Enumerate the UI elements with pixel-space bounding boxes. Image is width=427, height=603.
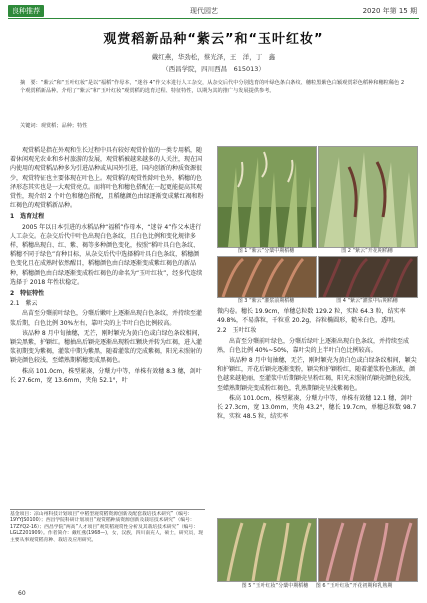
breeding-paragraph: 2005 年以日本引进的水稻品种“福稻”作母本，“迷谷 4”作父本进行人工杂交。在杂交后代中叶色出现白色条纹，且白色比例和变化规律多样，稻穗出现白、红、紫、褐等多种颜色变化，按照“稻叶具白色条纹、稻穗不同于绿色”育种目标，从杂交后代中选择稻叶具白色条纹，稻穗颜色变化且在成熟时依然醒目，稻穗颜色由白绿逐渐变成紫红褐色的新品种，稻穗颜色由白绿逐渐变成粉红褐色的命名为“玉叶红妆”，经多代连续选择于 2018 年性状稳定。 — [10, 223, 203, 286]
figure-2-photo — [318, 146, 418, 248]
figure-3-caption: 图 3 “紫云”灌浆前期稻穗 — [237, 298, 295, 304]
keywords: 关键词：观赏稻；品种；特性 — [20, 123, 88, 129]
figure-6-caption: 图 6 “玉叶红妆”开花初期和乳熟期 — [315, 583, 393, 589]
header-divider — [8, 18, 419, 19]
yuye-heading-paragraph: 该品种 8 月中旬抽穗，无芒，刚时颖壳为黄白色或白绿条纹相间，颖尖和护颖红，开花后颖壳逐渐变粉，颖尖和护颖粉红，随着灌浆粉色渐浓，颜色越来越艳丽，至灌浆中后期颖壳呈粉红褐，阳光未照射的颖壳颜色较浅，至蜡熟期颖壳变成粉红褐色，乳熟期颖壳呈浅紫褐色。 — [217, 357, 417, 392]
page-header — [0, 0, 427, 20]
figure-5-caption: 图 5 “玉叶红妆”分蘖中期稻穗 — [241, 583, 309, 589]
section-heading-1: 1 选育过程 — [10, 213, 45, 221]
figure-2-caption: 图 2 “紫云”开花期稻穗 — [341, 248, 393, 254]
ziyun-traits-paragraph: 株高 101.0cm，株型紧凑，分蘖力中等，单株有效穗 8.3 穗，剑叶长 27.6cm，宽 13.6mm，夹角 52.1°，叶 — [10, 367, 202, 384]
figure-5-6-caption — [217, 582, 417, 589]
subsection-heading-2-2: 2.2 玉叶红妆 — [217, 327, 257, 335]
figure-3-photo — [217, 256, 317, 298]
ziyun-leaf-paragraph: 出苗至分蘖前叶绿色，分蘖后嫩叶上逐渐出现白色条纹，并持续至灌浆后期，白色比例 30%左右，靠叶尖的上半叶白色比例较高。 — [10, 310, 203, 327]
figure-5-photo — [217, 518, 317, 582]
figure-6-photo — [318, 518, 418, 582]
figure-4-photo — [318, 256, 418, 298]
yuye-leaf-paragraph: 出苗至分蘖前叶绿色，分蘖后绿叶上逐渐出现白色条纹，并持续至成熟，白色比例 40%~50%，靠叶尖的上半叶白色比例较高。 — [217, 337, 410, 354]
journal-name: 现代园艺 — [190, 7, 218, 15]
issue-label: 2020 年第 15 期 — [362, 7, 417, 15]
ziyun-heading-paragraph: 该品种 8 月中旬抽穗，无芒，刚时颖壳为黄白色或白绿色条纹相间，颖尖黑紫，护颖红。穗抽出后颖壳逐渐出现粉红颗块并转为红褐，进入灌浆初期变为紫褐，灌浆中期为紫黑，随着灌浆的完成紫褐，阳光未照射的颖壳颜色较浅，至蜡熟期稻穗变成黑褐色。 — [10, 329, 204, 365]
ziyun-grain-paragraph: 微内卷。穗长 19.9cm，单穗总粒数 129.2 粒，实粒 64.3 粒，结实率 49.8%，不易落粒，千粒重 20.2g，谷粒椭圆形，糙米白色，透明。 — [217, 308, 406, 325]
yuye-traits-paragraph: 株高 101.0cm，株型紧凑，分蘖力中等，单株有效穗 12.1 穗，剑叶长 27.3cm，宽 13.0mm，夹角 43.2°，穗长 19.7cm，单穗总粒数 98.7 粒，实粒 48.5 粒，结实率 — [217, 394, 417, 421]
intro-paragraph: 观赏稻是指在外观和生长过程中具有较好观赏价值的一类专用稻，随着休闲观光农业和乡村旅游的发展，观赏稻被越来越多的人关注，现在国内使用的观赏稻品种多为引进品种或从国外引进，国内创新的种质资源很少，观赏特征也主要体现在叶色上。观赏稻的观赏性除叶色外，稻穗的色泽形态其实也是一大观赏亮点。而将叶色和穗色搭配在一起更能提高其观赏性，现介绍 2 个叶色和穗色搭配，且稻穗颜色由绿逐渐变成紫红褐和粉红褐色的观赏稻新品种。 — [10, 147, 204, 210]
section-heading-2: 2 特征特性 — [10, 290, 45, 298]
figure-4-caption: 图 4 “紫云”灌浆中后期稻穗 — [336, 298, 398, 304]
affiliation: （西昌学院，四川西昌 615013） — [162, 65, 265, 73]
abstract: 摘 要：“紫云”和“玉叶红妆”是以“福稻”作母本，“迷谷 4”作父本进行人工杂交，从杂交后代中分别选育的叶绿色条白条纹、穗粒黑紫色白颖观赏彩色稻种和穗粒稀色 2 个观赏稻新品种。介绍了“紫云”和“玉叶红妆”观赏稻的选育过程、特征特性，以期为其的推广与发展提供参考。 — [20, 80, 405, 94]
page-number: 60 — [18, 590, 26, 597]
figure-1-caption: 图 1 “紫云”分蘖中期稻穗 — [237, 248, 295, 254]
article-title: 观赏稻新品种“紫云”和“玉叶红妆” — [103, 32, 324, 47]
section-tag: 良种推荐 — [8, 5, 44, 17]
left-column — [10, 146, 205, 386]
subsection-heading-2-1: 2.1 紫云 — [10, 300, 38, 308]
footnote: 基金项目：凉山州科技计划项目“中稻型观赏稻资源创新及配套栽培技术研究”（编号：19YYJS0100）；西昌学院科研计划项目“观赏稻种质资源创新及栽培技术研究”（编号：17ZYQ2-16）；西昌学院“两高”人才项目“观赏稻观赏性分析及其栽培技术研究”（编号：LGLZ201909）。作者简介：戴红燕(1968—)，女，汉族，四川南充人，硕士，研究员，现主要从事观赏稻育种、栽培及应用研究。 — [10, 509, 205, 544]
authors: 戴红燕，华劲松，蔡光泽，王 洋，丁 鑫 — [151, 53, 276, 61]
right-column — [217, 307, 417, 422]
figure-1-photo — [217, 146, 317, 248]
